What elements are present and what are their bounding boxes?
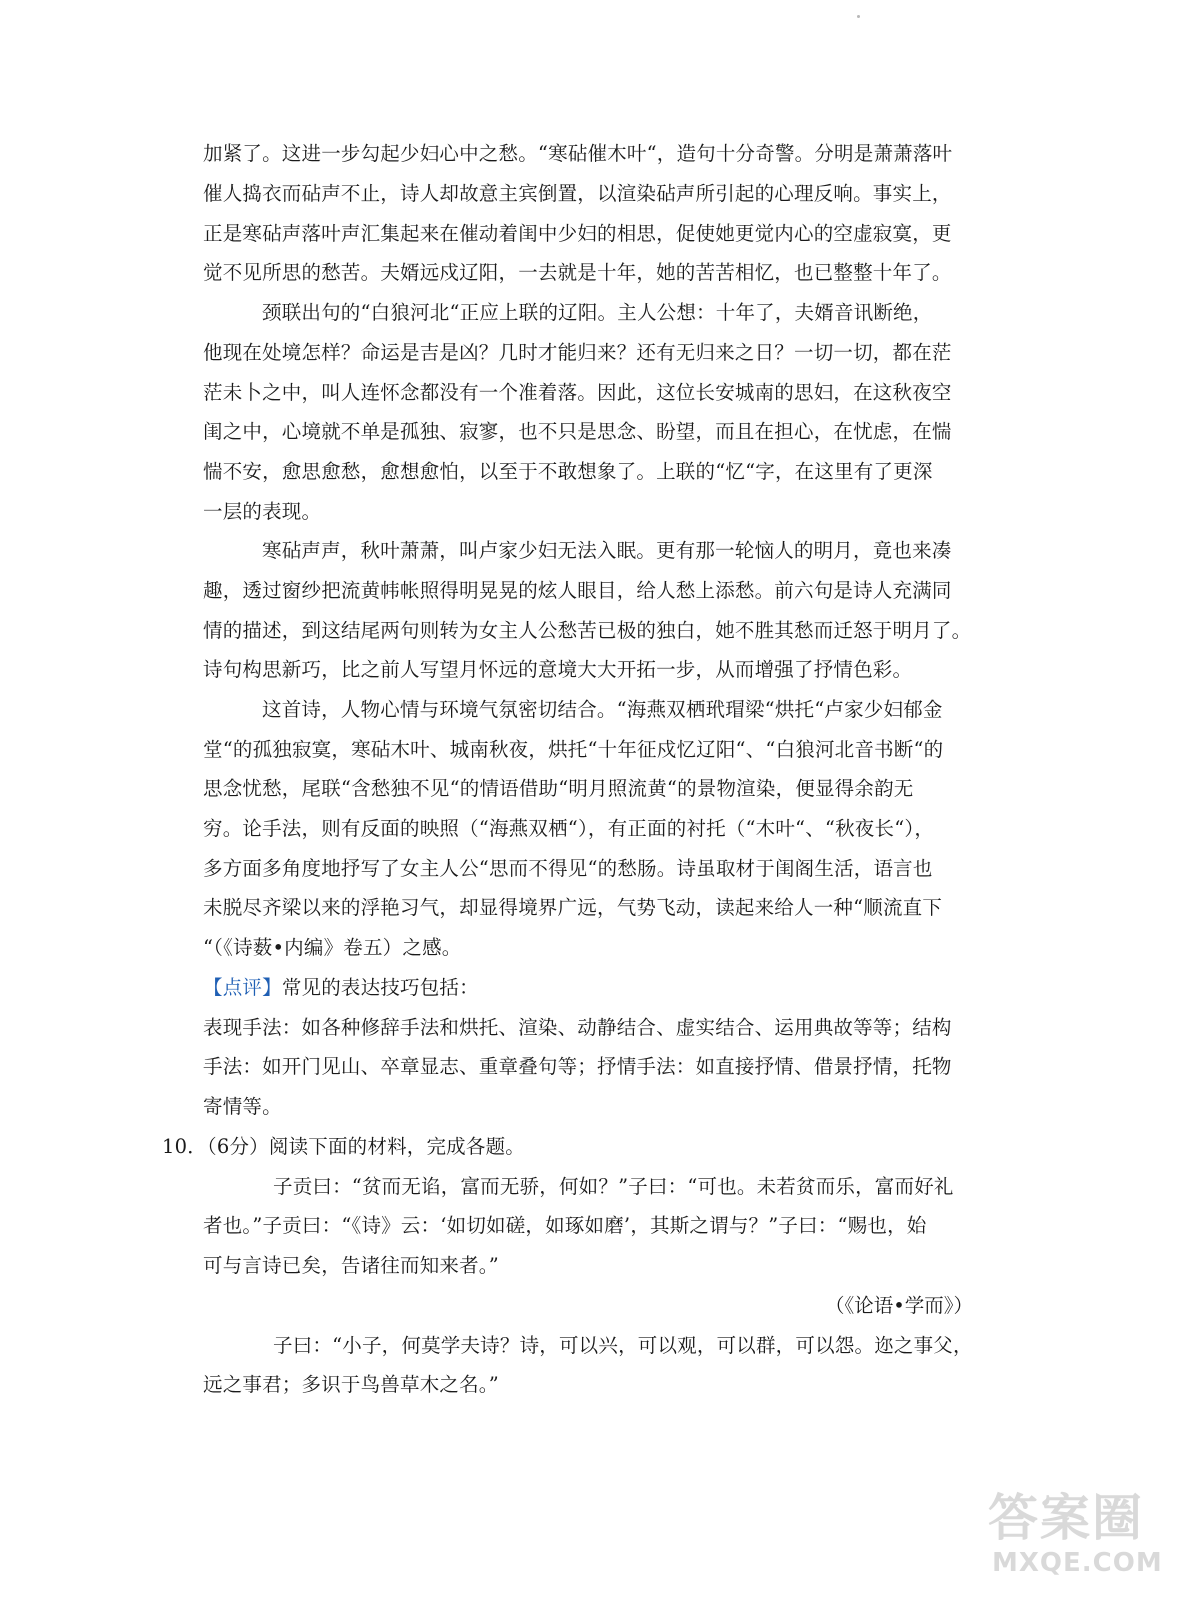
text-line: 寒砧声声，秋叶萧萧，叫卢家少妇无法入眠。更有那一轮恼人的明月，竟也来凑 [262, 539, 952, 562]
text-line: 一层的表现。 [203, 500, 322, 523]
passage-line: 远之事君；多识于鸟兽草木之名。” [203, 1373, 499, 1396]
comment-intro: 常见的表达技巧包括： [281, 976, 479, 999]
text-line: 诗句构思新巧，比之前人写望月怀远的意境大大开拓一步，从而增强了抒情色彩。 [203, 658, 913, 681]
text-line: 他现在处境怎样？命运是吉是凶？几时才能归来？还有无归来之日？一切一切，都在茫 [203, 341, 952, 364]
passage-source: （《论语•学而》） [824, 1294, 973, 1317]
text-line: 加紧了。这进一步勾起少妇心中之愁。“寒砧催木叶“，造句十分奇警。分明是萧萧落叶 [203, 142, 953, 165]
text-line: 未脱尽齐梁以来的浮艳习气，却显得境界广远，气势飞动，读起来给人一种“顺流直下 [203, 896, 943, 919]
site-watermark [980, 1490, 1170, 1590]
comment-line: 手法：如开门见山、卒章显志、重章叠句等；抒情手法：如直接抒情、借景抒情，托物 [203, 1055, 952, 1078]
passage-line: 可与言诗已矣，告诸往而知来者。” [203, 1254, 499, 1277]
passage-line: 子曰：“小子，何莫学夫诗？诗，可以兴，可以观，可以群，可以怨。迩之事父， [273, 1334, 973, 1357]
text-line: 正是寒砧声落叶声汇集起来在催动着闺中少妇的相思，促使她更觉内心的空虚寂寞，更 [203, 222, 952, 245]
text-line: 催人捣衣而砧声不止，诗人却故意主宾倒置，以渲染砧声所引起的心理反响。事实上， [203, 182, 952, 205]
passage-line: 者也。”子贡曰：“《诗》云：‘如切如磋，如琢如磨’，其斯之谓与？”子曰：“赐也，始 [203, 1214, 927, 1237]
text-line: 多方面多角度地抒写了女主人公“思而不得见“的愁肠。诗虽取材于闺阁生活，语言也 [203, 857, 933, 880]
text-line: 穷。论手法，则有反面的映照（“海燕双栖“），有正面的衬托（“木叶“、“秋夜长“）， [203, 817, 935, 840]
text-line: 思念忧愁，尾联“含愁独不见“的情语借助“明月照流黄“的景物渲染，便显得余韵无 [203, 777, 914, 800]
text-line: 颈联出句的“白狼河北“正应上联的辽阳。主人公想：十年了，夫婿音讯断绝， [262, 301, 933, 324]
text-line: 觉不见所思的愁苦。夫婿远戍辽阳，一去就是十年，她的苦苦相忆，也已整整十年了。 [203, 261, 952, 284]
comment-line: 寄情等。 [203, 1095, 282, 1118]
scan-dot [857, 15, 860, 18]
comment-line: 表现手法：如各种修辞手法和烘托、渲染、动静结合、虚实结合、运用典故等等；结构 [203, 1016, 952, 1039]
text-line: 闺之中，心境就不单是孤独、寂寥，也不只是思念、盼望，而且在担心，在忧虑，在惴 [203, 420, 952, 443]
text-line: 情的描述，到这结尾两句则转为女主人公愁苦已极的独白，她不胜其愁而迁怒于明月了。 [203, 619, 972, 642]
text-line: 这首诗，人物心情与环境气氛密切结合。“海燕双栖玳瑁梁“烘托“卢家少妇郁金 [262, 698, 943, 721]
watermark-domain: MXQE.COM [992, 1548, 1163, 1578]
comment-heading [203, 975, 479, 1001]
text-line: 趣，透过窗纱把流黄帏帐照得明晃晃的炫人眼目，给人愁上添愁。前六句是诗人充满同 [203, 579, 952, 602]
text-line: 茫未卜之中，叫人连怀念都没有一个准着落。因此，这位长安城南的思妇，在这秋夜空 [203, 381, 952, 404]
comment-tag: 【点评】 [203, 976, 282, 999]
passage-line: 子贡曰：“贫而无谄，富而无骄，何如？”子曰：“可也。未若贫而乐，富而好礼 [273, 1175, 954, 1198]
question-header: 10．（6分）阅读下面的材料，完成各题。 [162, 1135, 525, 1158]
text-line: 惴不安，愈思愈愁，愈想愈怕，以至于不敢想象了。上联的“忆“字，在这里有了更深 [203, 460, 933, 483]
watermark-title: 答案圈 [988, 1489, 1144, 1547]
text-line: 堂“的孤独寂寞，寒砧木叶、城南秋夜，烘托“十年征戍忆辽阳“、“白狼河北音书断“的 [203, 738, 944, 761]
text-line: “（《诗薮•内编》卷五）之感。 [203, 936, 462, 959]
